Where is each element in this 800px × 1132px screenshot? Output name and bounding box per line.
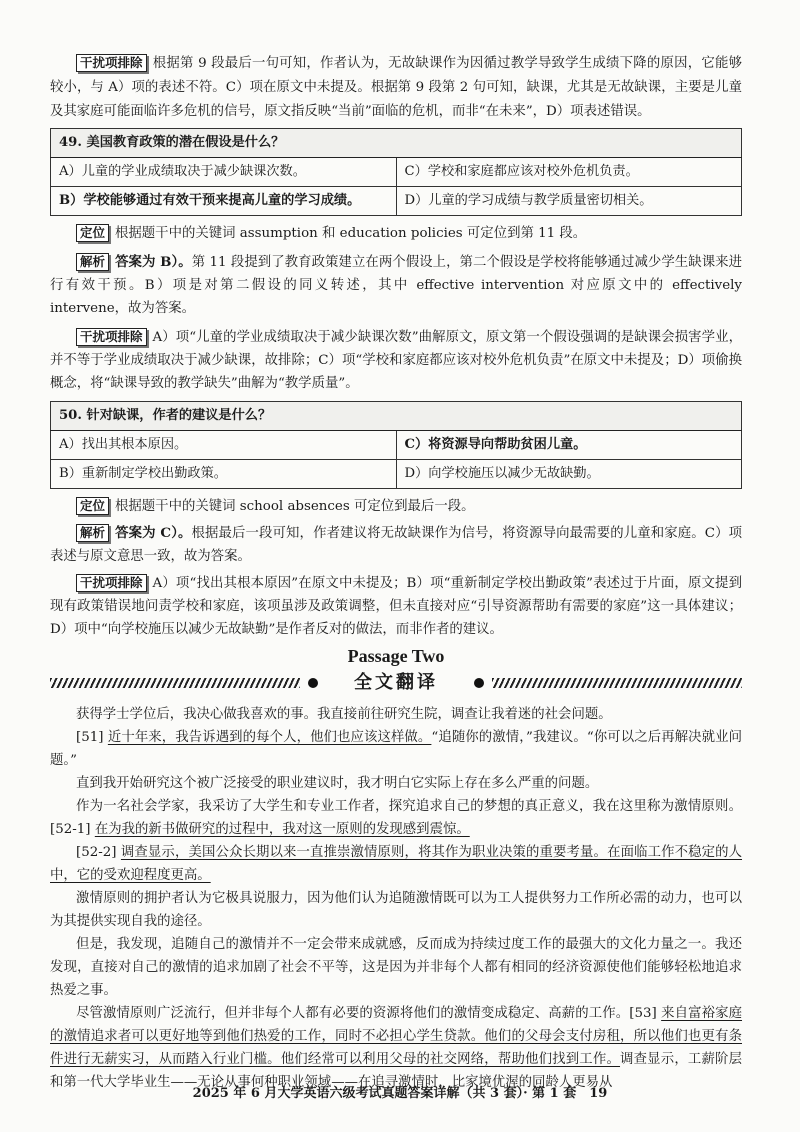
q50-analysis-text: 根据最后一段可知，作者建议将无故缺课作为信号，将资源导向最需要的儿童和家庭。C）项表述与原文意思一致，故为答案。: [50, 526, 742, 564]
underlined-53: 来自富裕家庭的激情追求者可以更好地等到他们热爱的工作，同时不必担心学生贷款。他们的父母会支付房租，所以他们也更有条件进行无薪实习，从而踏入行业门槛。他们经常可以利用父母的社交网络，帮助他们找到工作。: [50, 1006, 743, 1067]
underlined-51: 近十年来，我告诉遇到的每个人，他们也应该这样做。: [107, 730, 432, 745]
translation-p4-text: 作为一名社会学家，我采访了大学生和专业工作者，探究追求自己的梦想的真正意义，我在这里称为激情原则。: [76, 799, 742, 814]
translation-p1: 获得学士学位后，我决心做我喜欢的事。我直接前往研究生院，调查让我着迷的社会问题。: [76, 707, 612, 722]
q50-exclusion-text: A）项“找出其根本原因”在原文中未提及；B）项“重新制定学校出勤政策”表述过于片面，原文提到现有政策错误地问责学校和家庭，该项虽涉及政策调整，但未直接对应“引导资源帮助有需要的家庭”这一具体建议；D）项中“向学校施压以减少无故缺勤”是作者反对的做法，而非作者的建议。: [50, 576, 742, 637]
translation-p6: 激情原则的拥护者认为它极具说服力，因为他们认为追随激情既可以为工人提供努力工作所必需的动力，也可以为其提供实现自我的途径。: [50, 891, 742, 929]
q50-options-row-2: [51, 460, 742, 489]
q49-exclusion-text: A）项“儿童的学业成绩取决于减少缺课次数”曲解原文，原文第一个假设强调的是缺课会损害学业，并不等于学业成绩取决于减少缺课，故排除；C）项“学校和家庭都应该对校外危机负责”在原文中未提及；D）项偷换概念，将“缺课导致的教学缺失”曲解为“教学质量”。: [50, 330, 742, 391]
content: [50, 52, 742, 1094]
analysis-tag: 解析: [76, 253, 109, 271]
q49-exclusion: [50, 326, 742, 395]
translation-p8-text: 尽管激情原则广泛流行，但并非每个人都有必要的资源将他们的激情变成稳定、高薪的工作。: [76, 1006, 630, 1021]
q50-locate-text: 根据题干中的关键词 school absences 可定位到最后一段。: [115, 499, 475, 514]
q49-option-b: B）学校能够通过有效干预来提高儿童的学习成绩。: [51, 187, 397, 216]
banner-dot-right: [474, 678, 484, 688]
analysis-tag: 解析: [76, 524, 109, 542]
marker-53: [53]: [629, 1006, 657, 1021]
translation-p8: [50, 1002, 742, 1094]
q50-table: [50, 401, 742, 489]
translation-p4: [50, 795, 742, 841]
q49-question-row: [51, 129, 742, 158]
translation-p5: [50, 841, 742, 887]
locate-tag: 定位: [76, 497, 109, 515]
translation-p8-tail: 调查显示，工薪阶层和第一代大学毕业生——无论从事何种职业领域——在追寻激情时，比家境优渥的同龄人更易从: [50, 1052, 742, 1090]
exclusion-tag: 干扰项排除: [76, 328, 147, 346]
translation-p2: [50, 726, 742, 772]
marker-51: [51]: [76, 730, 104, 745]
q50-analysis: [50, 522, 742, 568]
q48-exclusion-text: 根据第 9 段最后一句可知，作者认为，无故缺课作为因循过教学导致学生成绩下降的原因，它能够较小，与 A）项的表述不符。C）项在原文中未提及。根据第 9 段第 2 句可知，缺课，尤其是无故缺课，主要是儿童及其家庭可能面临许多危机的信号，原文指反映“当前”面临的危机，而非“在未来”，D）项表述错误。: [50, 56, 742, 119]
translation-p3: 直到我开始研究这个被广泛接受的职业建议时，我才明白它实际上存在多么严重的问题。: [76, 776, 599, 791]
q49-option-c: C）学校和家庭都应该对校外危机负责。: [396, 158, 742, 187]
marker-52-1: [52-1]: [50, 822, 91, 837]
passage-title: Passage Two: [347, 646, 445, 666]
q49-locate-text: 根据题干中的关键词 assumption 和 education policies 可定位到第 11 段。: [115, 226, 587, 241]
q48-exclusion: [50, 52, 742, 124]
q49-option-d: D）儿童的学习成绩与教学质量密切相关。: [396, 187, 742, 216]
q50-option-a: A）找出其根本原因。: [51, 431, 397, 460]
locate-tag: 定位: [76, 224, 109, 242]
q50-options-row-1: [51, 431, 742, 460]
q50-option-c: C）将资源导向帮助贫困儿童。: [396, 431, 742, 460]
q50-option-d: D）向学校施压以减少无故缺勤。: [396, 460, 742, 489]
underlined-52-1: 在为我的新书做研究的过程中，我对这一原则的发现感到震惊。: [94, 822, 470, 837]
q49-locate: [50, 222, 742, 245]
banner-hatch-right: [492, 678, 742, 688]
translation-p7: 但是，我发现，追随自己的激情并不一定会带来成就感，反而成为持续过度工作的最强大的文化力量之一。我还发现，直接对自己的激情的追求加剧了社会不平等，这是因为并非每个人都有相同的经济资源使他们能够轻松地追求热爱之事。: [50, 937, 742, 998]
q50-question-row: [51, 402, 742, 431]
exclusion-tag: 干扰项排除: [76, 54, 147, 72]
q50-question: 50. 针对缺课，作者的建议是什么？: [51, 402, 742, 431]
q50-answer: 答案为 C）。: [115, 525, 192, 541]
page-footer: 2025 年 6 月大学英语六级考试真题答案详解（共 3 套）· 第 1 套 19: [192, 1086, 608, 1101]
q50-exclusion: [50, 572, 742, 641]
q49-options-row-2: [51, 187, 742, 216]
q50-option-b: B）重新制定学校出勤政策。: [51, 460, 397, 489]
q49-analysis: [50, 251, 742, 320]
translation-banner: [50, 669, 742, 697]
translation-p2-rest: “追随你的激情，”我建议。“你可以之后再解决就业问题。”: [50, 730, 743, 768]
underlined-52-2b: 在面临工作不稳定的人中，它的受欢迎程度更高。: [50, 845, 743, 883]
q49-question: 49. 美国教育政策的潜在假设是什么？: [51, 129, 742, 158]
exclusion-tag: 干扰项排除: [76, 574, 147, 592]
q49-analysis-text: 第 11 段提到了教育政策建立在两个假设上，第二个假设是学校将能够通过减少学生缺课来进行有效干预。B）项是对第二假设的同义转述，其中 effective intervention 对应原文中的 effectively intervene，故为答案。: [50, 255, 742, 316]
banner-title: 全文翻译: [354, 672, 438, 693]
marker-52-2: [52-2]: [76, 845, 117, 860]
q49-option-a: A）儿童的学业成绩取决于减少缺课次数。: [51, 158, 397, 187]
q50-locate: [50, 495, 742, 518]
q49-options-row-1: [51, 158, 742, 187]
underlined-52-2a: 调查显示，美国公众长期以来一直推崇激情原则，将其作为职业决策的重要考量。: [120, 845, 608, 860]
q49-answer: 答案为 B）。: [115, 254, 192, 270]
q49-table: [50, 128, 742, 216]
